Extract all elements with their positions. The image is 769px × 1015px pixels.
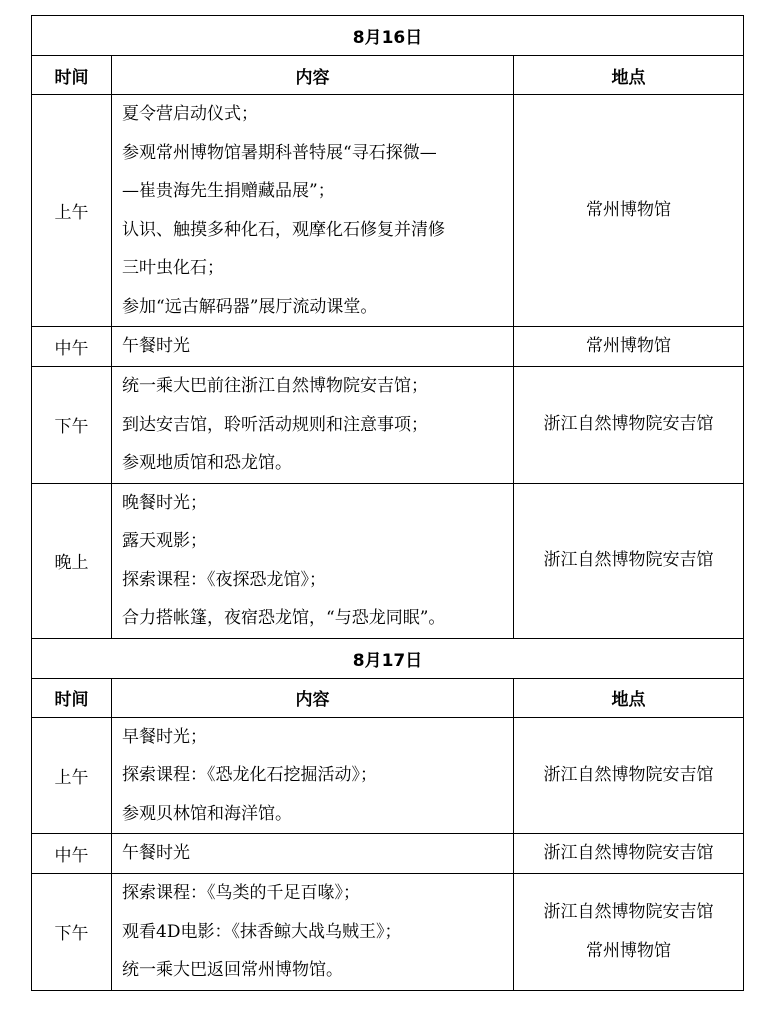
header-content: 内容 — [112, 678, 514, 717]
content-line: 到达安吉馆，聆听活动规则和注意事项； — [122, 414, 428, 435]
location-line: 浙江自然博物院安吉馆 — [543, 764, 714, 785]
time-cell: 上午 — [32, 95, 112, 327]
time-cell: 上午 — [32, 717, 112, 834]
content-line: 参加“远古解码器”展厅流动课堂。 — [122, 296, 378, 317]
content-line: 合力搭帐篷，夜宿恐龙馆，“与恐龙同眠”。 — [122, 608, 446, 628]
day1-date: 8月16日 — [32, 16, 744, 56]
header-content: 内容 — [112, 56, 514, 95]
content-line: 认识、触摸多种化石，观摩化石修复并清修 — [122, 219, 445, 240]
content-cell — [112, 834, 514, 874]
content-cell — [112, 874, 514, 991]
location-line: 常州博物馆 — [586, 336, 671, 356]
location-cell — [514, 483, 744, 638]
location-line: 常州博物馆 — [586, 940, 671, 961]
table-row — [32, 95, 744, 327]
content-line: 参观贝林馆和海洋馆。 — [122, 803, 292, 824]
location-cell — [514, 327, 744, 367]
location-line: 常州博物馆 — [586, 200, 671, 220]
content-line: 三叶虫化石； — [122, 258, 224, 278]
content-line: 观看4D电影：《抹香鲸大战乌贼王》； — [122, 921, 402, 942]
header-time: 时间 — [32, 678, 112, 717]
day2-date: 8月17日 — [32, 638, 744, 678]
content-line: 统一乘大巴前往浙江自然博物院安吉馆； — [122, 376, 428, 396]
time-cell: 下午 — [32, 367, 112, 484]
content-line: 夏令营启动仪式； — [122, 104, 258, 124]
table-row — [32, 874, 744, 991]
content-cell — [112, 483, 514, 638]
content-line: 统一乘大巴返回常州博物馆。 — [122, 960, 343, 980]
time-cell: 中午 — [32, 327, 112, 367]
location-cell — [514, 717, 744, 834]
content-line: 参观常州博物馆暑期科普特展“寻石探微— — [122, 142, 437, 163]
location-cell — [514, 95, 744, 327]
content-line: 露天观影； — [122, 531, 207, 551]
location-cell — [514, 834, 744, 874]
header-time: 时间 — [32, 56, 112, 95]
table-row — [32, 717, 744, 834]
content-line: 午餐时光 — [122, 336, 190, 357]
content-line: 早餐时光； — [122, 726, 207, 747]
day2-header-row — [32, 678, 744, 717]
time-cell: 晚上 — [32, 483, 112, 638]
content-cell — [112, 367, 514, 484]
schedule-table — [31, 15, 744, 991]
content-line: —崔贵海先生捐赠藏品展”； — [122, 181, 335, 201]
location-line: 浙江自然博物院安吉馆 — [543, 550, 714, 570]
content-line: 探索课程：《恐龙化石挖掘活动》； — [122, 765, 377, 785]
content-line: 探索课程：《鸟类的千足百喙》； — [122, 883, 360, 903]
content-cell — [112, 327, 514, 367]
table-row — [32, 367, 744, 484]
table-row — [32, 327, 744, 367]
location-cell — [514, 874, 744, 991]
time-cell: 中午 — [32, 834, 112, 874]
content-line: 探索课程：《夜探恐龙馆》； — [122, 569, 326, 590]
header-location: 地点 — [514, 56, 744, 95]
time-cell: 下午 — [32, 874, 112, 991]
content-line: 参观地质馆和恐龙馆。 — [122, 453, 292, 473]
location-line: 浙江自然博物院安吉馆 — [543, 901, 714, 922]
header-location: 地点 — [514, 678, 744, 717]
day2-date-row — [32, 638, 744, 678]
content-line: 晚餐时光； — [122, 492, 207, 513]
location-cell — [514, 367, 744, 484]
content-line: 午餐时光 — [122, 843, 190, 864]
table-row — [32, 483, 744, 638]
location-line: 浙江自然博物院安吉馆 — [543, 843, 714, 863]
location-line: 浙江自然博物院安吉馆 — [543, 414, 714, 435]
day1-date-row — [32, 16, 744, 56]
content-cell — [112, 717, 514, 834]
day1-header-row — [32, 56, 744, 95]
table-row — [32, 834, 744, 874]
content-cell — [112, 95, 514, 327]
